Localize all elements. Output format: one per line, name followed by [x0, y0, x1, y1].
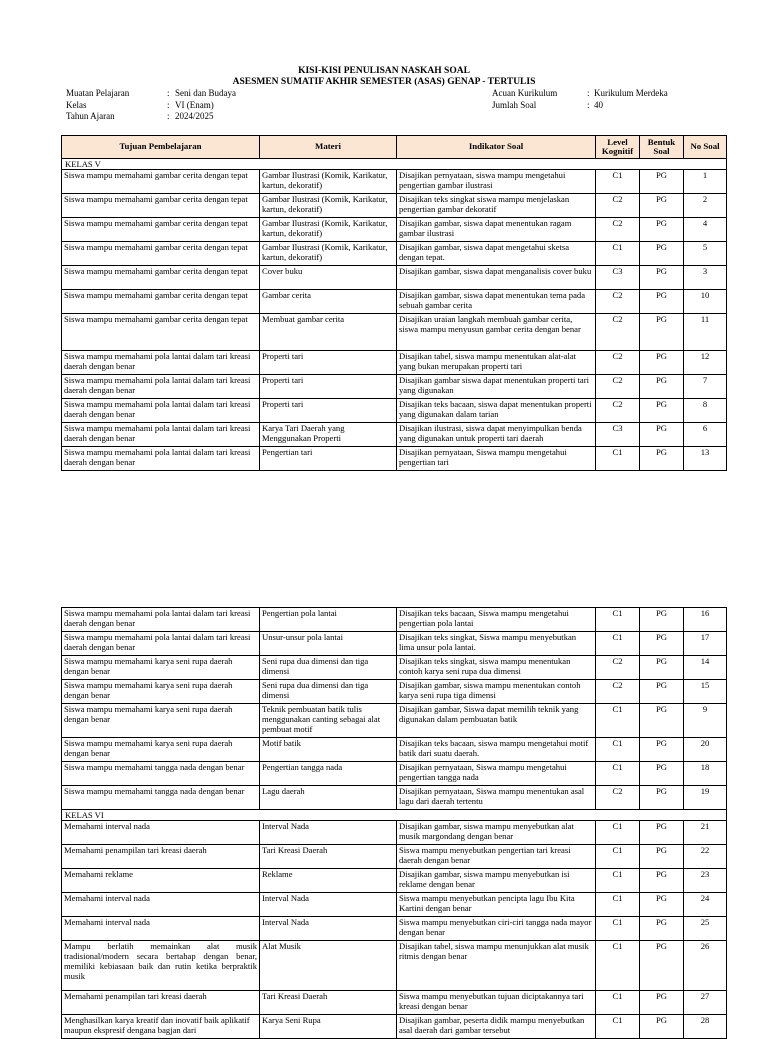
- no-soal-cell: 8: [684, 399, 727, 423]
- level-cell: C1: [596, 762, 640, 786]
- meta-colon: :: [167, 99, 170, 110]
- no-soal-cell: 16: [684, 608, 727, 632]
- level-cell: C1: [596, 738, 640, 762]
- bentuk-cell: PG: [640, 351, 684, 375]
- table-row: [62, 423, 727, 447]
- materi-cell: Properti tari: [260, 399, 397, 423]
- level-cell: C1: [596, 941, 640, 991]
- indikator-cell: Disajikan tabel, siswa mampu menentukan alat-alat yang bukan merupakan properti tari: [397, 351, 596, 375]
- meta-colon: :: [587, 88, 590, 98]
- bentuk-cell: PG: [640, 786, 684, 810]
- bentuk-cell: PG: [640, 680, 684, 704]
- bentuk-cell: PG: [640, 845, 684, 869]
- materi-cell: Teknik pembuatan batik tulis menggunakan canting sebagai alat pembuat motif: [260, 704, 397, 738]
- tujuan-cell: Siswa mampu memahami gambar cerita dengan tepat: [62, 290, 260, 314]
- bentuk-cell: PG: [640, 447, 684, 471]
- indikator-cell: Siswa mampu menyebutkan tujuan diciptakannya tari kreasi dengan benar: [397, 991, 596, 1015]
- table-row: [62, 375, 727, 399]
- no-soal-cell: 13: [684, 447, 727, 471]
- meta-label: Tahun Ajaran: [66, 111, 115, 121]
- no-soal-cell: 19: [684, 786, 727, 810]
- materi-cell: Tari Kreasi Daerah: [260, 845, 397, 869]
- header-materi: Materi: [260, 136, 397, 159]
- level-cell: C2: [596, 399, 640, 423]
- indikator-cell: Disajikan ilustrasi, siswa dapat menyimpulkan benda yang digunakan untuk properti tari daerah: [397, 423, 596, 447]
- level-cell: C2: [596, 194, 640, 218]
- bentuk-cell: PG: [640, 290, 684, 314]
- indikator-cell: Disajikan tabel, siswa mampu menunjukkan alat musik ritmis dengan benar: [397, 941, 596, 991]
- indikator-cell: Disajikan gambar, siswa dapat menentukan ragam gambar ilustrasi: [397, 218, 596, 242]
- table-row: [62, 447, 727, 471]
- no-soal-cell: 24: [684, 893, 727, 917]
- tujuan-cell: Siswa mampu memahami pola lantai dalam tari kreasi daerah dengan benar: [62, 375, 260, 399]
- tujuan-cell: Siswa mampu memahami karya seni rupa daerah dengan benar: [62, 738, 260, 762]
- tujuan-cell: Siswa mampu memahami karya seni rupa daerah dengan benar: [62, 656, 260, 680]
- table-row: [62, 170, 727, 194]
- level-cell: C1: [596, 170, 640, 194]
- indikator-cell: Disajikan gambar, siswa mampu menentukan contoh karya seni rupa tiga dimensi: [397, 680, 596, 704]
- bentuk-cell: PG: [640, 423, 684, 447]
- no-soal-cell: 20: [684, 738, 727, 762]
- tujuan-cell: Siswa mampu memahami gambar cerita dengan tepat: [62, 218, 260, 242]
- tujuan-cell: Memahami penampilan tari kreasi daerah: [62, 845, 260, 869]
- table-row: [62, 1015, 727, 1039]
- materi-cell: Karya Tari Daerah yang Menggunakan Properti: [260, 423, 397, 447]
- indikator-cell: Disajikan gambar, Siswa dapat memilih teknik yang digunakan dalam pembuatan batik: [397, 704, 596, 738]
- indikator-cell: Disajikan pernyataan, siswa mampu mengetahui pengertian gambar ilustrasi: [397, 170, 596, 194]
- bentuk-cell: PG: [640, 608, 684, 632]
- no-soal-cell: 23: [684, 869, 727, 893]
- bentuk-cell: PG: [640, 738, 684, 762]
- tujuan-cell: Memahami interval nada: [62, 917, 260, 941]
- tujuan-cell: Memahami reklame: [62, 869, 260, 893]
- tujuan-cell: Siswa mampu memahami pola lantai dalam tari kreasi daerah dengan benar: [62, 423, 260, 447]
- table-row: [62, 656, 727, 680]
- indikator-cell: Siswa mampu menyebutkan ciri-ciri tangga nada mayor dengan benar: [397, 917, 596, 941]
- level-cell: C1: [596, 632, 640, 656]
- kisi-table-part1: [61, 135, 727, 471]
- materi-cell: Cover buku: [260, 266, 397, 290]
- table-row: [62, 608, 727, 632]
- no-soal-cell: 1: [684, 170, 727, 194]
- bentuk-cell: PG: [640, 656, 684, 680]
- table-row: [62, 290, 727, 314]
- level-cell: C1: [596, 869, 640, 893]
- tujuan-cell: Siswa mampu memahami gambar cerita dengan tepat: [62, 242, 260, 266]
- header-tujuan: Tujuan Pembelajaran: [62, 136, 260, 159]
- table-row: [62, 266, 727, 290]
- table-row: [62, 893, 727, 917]
- level-cell: C1: [596, 821, 640, 845]
- materi-cell: Gambar Ilustrasi (Komik, Karikatur, kartun, dekoratif): [260, 194, 397, 218]
- indikator-cell: Disajikan pernyataan, Siswa mampu mengetahui pengertian tari: [397, 447, 596, 471]
- indikator-cell: Disajikan teks singkat, siswa mampu menentukan contoh karya seni rupa dua dimensi: [397, 656, 596, 680]
- header-level: Level Kognitif: [596, 136, 640, 159]
- level-cell: C2: [596, 375, 640, 399]
- indikator-cell: Disajikan pernyataan, Siswa mampu menentukan asal lagu dari daerah tertentu: [397, 786, 596, 810]
- table-row: [62, 869, 727, 893]
- level-cell: C2: [596, 290, 640, 314]
- indikator-cell: Siswa mampu menyebutkan pencipta lagu Ibu Kita Kartini dengan benar: [397, 893, 596, 917]
- title-line-1: KISI-KISI PENULISAN NASKAH SOAL: [298, 66, 470, 76]
- meta-value: 2024/2025: [175, 111, 214, 121]
- table-row: [62, 991, 727, 1015]
- bentuk-cell: PG: [640, 762, 684, 786]
- header-no: No Soal: [684, 136, 727, 159]
- materi-cell: Unsur-unsur pola lantai: [260, 632, 397, 656]
- indikator-cell: Disajikan gambar siswa dapat menentukan properti tari yang digunakan: [397, 375, 596, 399]
- bentuk-cell: PG: [640, 170, 684, 194]
- level-cell: C1: [596, 242, 640, 266]
- materi-cell: Tari Kreasi Daerah: [260, 991, 397, 1015]
- tujuan-cell: Siswa mampu memahami pola lantai dalam tari kreasi daerah dengan benar: [62, 351, 260, 375]
- no-soal-cell: 26: [684, 941, 727, 991]
- indikator-cell: Disajikan gambar, siswa dapat menentukan tema pada sebuah gambar cerita: [397, 290, 596, 314]
- level-cell: C1: [596, 447, 640, 471]
- meta-colon: :: [167, 111, 170, 121]
- no-soal-cell: 6: [684, 423, 727, 447]
- materi-cell: Properti tari: [260, 351, 397, 375]
- tujuan-cell: Siswa mampu memahami pola lantai dalam tari kreasi daerah dengan benar: [62, 399, 260, 423]
- materi-cell: Reklame: [260, 869, 397, 893]
- tujuan-cell: Siswa mampu memahami tangga nada dengan benar: [62, 786, 260, 810]
- materi-cell: Gambar Ilustrasi (Komik, Karikatur, kartun, dekoratif): [260, 170, 397, 194]
- no-soal-cell: 3: [684, 266, 727, 290]
- indikator-cell: Disajikan gambar, siswa dapat menganalisis cover buku: [397, 266, 596, 290]
- no-soal-cell: 22: [684, 845, 727, 869]
- level-cell: C2: [596, 314, 640, 351]
- table-row: [62, 704, 727, 738]
- table-row: [62, 194, 727, 218]
- no-soal-cell: 9: [684, 704, 727, 738]
- table-row: [62, 762, 727, 786]
- tujuan-cell: Siswa mampu memahami pola lantai dalam tari kreasi daerah dengan benar: [62, 608, 260, 632]
- level-cell: C2: [596, 656, 640, 680]
- indikator-cell: Disajikan gambar, peserta didik mampu menyebutkan asal daerah dari gambar tersebut: [397, 1015, 596, 1039]
- bentuk-cell: PG: [640, 917, 684, 941]
- table-row: [62, 941, 727, 991]
- materi-cell: Pengertian pola lantai: [260, 608, 397, 632]
- bentuk-cell: PG: [640, 632, 684, 656]
- materi-cell: Gambar Ilustrasi (Komik, Karikatur, kartun, dekoratif): [260, 242, 397, 266]
- meta-value: VI (Enam): [175, 99, 214, 110]
- tujuan-cell: Siswa mampu memahami gambar cerita dengan tepat: [62, 266, 260, 290]
- tujuan-cell: Siswa mampu memahami tangga nada dengan benar: [62, 762, 260, 786]
- level-cell: C1: [596, 608, 640, 632]
- no-soal-cell: 7: [684, 375, 727, 399]
- tujuan-cell: Siswa mampu memahami karya seni rupa daerah dengan benar: [62, 680, 260, 704]
- indikator-cell: Disajikan uraian langkah membuah gambar cerita, siswa mampu menyusun gambar cerita dengan benar: [397, 314, 596, 351]
- no-soal-cell: 14: [684, 656, 727, 680]
- bentuk-cell: PG: [640, 941, 684, 991]
- tujuan-cell: Siswa mampu memahami gambar cerita dengan tepat: [62, 194, 260, 218]
- table-header-row: [62, 136, 727, 159]
- meta-label: Muatan Pelajaran: [66, 88, 130, 98]
- indikator-cell: Disajikan gambar, siswa dapat mengetahui sketsa dengan tepat.: [397, 242, 596, 266]
- table-row: [62, 399, 727, 423]
- level-cell: C2: [596, 786, 640, 810]
- kelas-label: KELAS VI: [62, 810, 727, 821]
- meta-label: Kelas: [66, 99, 87, 110]
- no-soal-cell: 27: [684, 991, 727, 1015]
- meta-value: 40: [594, 99, 603, 110]
- level-cell: C3: [596, 423, 640, 447]
- materi-cell: Karya Seni Rupa: [260, 1015, 397, 1039]
- level-cell: C1: [596, 893, 640, 917]
- tujuan-cell: Mampu berlatih memainkan alat musik tradisional/modern secara bertahap dengan benar, memiliki kebiasaan baik dan rutin ketika berpraktik musik: [62, 941, 260, 991]
- materi-cell: Seni rupa dua dimensi dan tiga dimensi: [260, 656, 397, 680]
- tujuan-cell: Siswa mampu memahami gambar cerita dengan tepat: [62, 170, 260, 194]
- materi-cell: Seni rupa dua dimensi dan tiga dimensi: [260, 680, 397, 704]
- materi-cell: Interval Nada: [260, 893, 397, 917]
- materi-cell: Lagu daerah: [260, 786, 397, 810]
- table-row: [62, 242, 727, 266]
- no-soal-cell: 12: [684, 351, 727, 375]
- materi-cell: Pengertian tari: [260, 447, 397, 471]
- table-row: [62, 680, 727, 704]
- bentuk-cell: PG: [640, 704, 684, 738]
- no-soal-cell: 10: [684, 290, 727, 314]
- bentuk-cell: PG: [640, 194, 684, 218]
- header-bentuk: Bentuk Soal: [640, 136, 684, 159]
- tujuan-cell: Siswa mampu memahami pola lantai dalam tari kreasi daerah dengan benar: [62, 447, 260, 471]
- bentuk-cell: PG: [640, 266, 684, 290]
- meta-colon: :: [587, 99, 590, 110]
- table-row: [62, 821, 727, 845]
- header-indikator: Indikator Soal: [397, 136, 596, 159]
- tujuan-cell: Memahami interval nada: [62, 821, 260, 845]
- level-cell: C3: [596, 266, 640, 290]
- materi-cell: Alat Musik: [260, 941, 397, 991]
- no-soal-cell: 4: [684, 218, 727, 242]
- level-cell: C1: [596, 1015, 640, 1039]
- kisi-table-part2: [61, 607, 727, 1039]
- no-soal-cell: 2: [684, 194, 727, 218]
- meta-colon: :: [167, 88, 170, 98]
- bentuk-cell: PG: [640, 893, 684, 917]
- meta-value: Seni dan Budaya: [175, 88, 236, 98]
- level-cell: C2: [596, 218, 640, 242]
- no-soal-cell: 25: [684, 917, 727, 941]
- table-row: [62, 917, 727, 941]
- level-cell: C2: [596, 351, 640, 375]
- tujuan-cell: Menghasilkan karya kreatif dan inovatif baik aplikatif maupun ekspresif dengana bagjan dari: [62, 1015, 260, 1039]
- meta-label: Jumlah Soal: [492, 99, 537, 110]
- tujuan-cell: Memahami penampilan tari kreasi daerah: [62, 991, 260, 1015]
- level-cell: C1: [596, 704, 640, 738]
- no-soal-cell: 5: [684, 242, 727, 266]
- bentuk-cell: PG: [640, 1015, 684, 1039]
- materi-cell: Gambar Ilustrasi (Komik, Karikatur, kartun, dekoratif): [260, 218, 397, 242]
- no-soal-cell: 28: [684, 1015, 727, 1039]
- bentuk-cell: PG: [640, 991, 684, 1015]
- meta-value: Kurikulum Merdeka: [594, 88, 668, 98]
- materi-cell: Gambar cerita: [260, 290, 397, 314]
- bentuk-cell: PG: [640, 375, 684, 399]
- indikator-cell: Disajikan teks bacaan, siswa dapat menentukan properti yang digunakan dalam tarian: [397, 399, 596, 423]
- tujuan-cell: Siswa mampu memahami pola lantai dalam tari kreasi daerah dengan benar: [62, 632, 260, 656]
- indikator-cell: Disajikan gambar, siswa mampu menyebutkan alat musik margondang dengan benar: [397, 821, 596, 845]
- title-line-2: ASESMEN SUMATIF AKHIR SEMESTER (ASAS) GENAP - TERTULIS: [232, 77, 536, 87]
- bentuk-cell: PG: [640, 399, 684, 423]
- level-cell: C1: [596, 917, 640, 941]
- materi-cell: Pengertian tangga nada: [260, 762, 397, 786]
- level-cell: C2: [596, 680, 640, 704]
- meta-left: [66, 88, 236, 123]
- section-row: [62, 159, 727, 170]
- bentuk-cell: PG: [640, 242, 684, 266]
- table-row: [62, 632, 727, 656]
- table-row: [62, 738, 727, 762]
- materi-cell: Interval Nada: [260, 821, 397, 845]
- indikator-cell: Disajikan teks singkat, Siswa mampu menyebutkan lima unsur pola lantai.: [397, 632, 596, 656]
- tujuan-cell: Siswa mampu memahami karya seni rupa daerah dengan benar: [62, 704, 260, 738]
- bentuk-cell: PG: [640, 869, 684, 893]
- bentuk-cell: PG: [640, 314, 684, 351]
- table-row: [62, 845, 727, 869]
- table-row: [62, 786, 727, 810]
- indikator-cell: Disajikan gambar, siswa mampu menyebutkan isi reklame dengan benar: [397, 869, 596, 893]
- indikator-cell: Disajikan teks bacaan, Siswa mampu mengetahui pengertian pola lantai: [397, 608, 596, 632]
- materi-cell: Properti tari: [260, 375, 397, 399]
- no-soal-cell: 18: [684, 762, 727, 786]
- meta-label: Acuan Kurikulum: [492, 88, 558, 98]
- materi-cell: Membuat gambar cerita: [260, 314, 397, 351]
- indikator-cell: Disajikan teks bacaan, siswa mampu mengetahui motif batik dari suatu daerah.: [397, 738, 596, 762]
- no-soal-cell: 15: [684, 680, 727, 704]
- no-soal-cell: 17: [684, 632, 727, 656]
- kelas-label: KELAS V: [62, 159, 727, 170]
- bentuk-cell: PG: [640, 821, 684, 845]
- level-cell: C1: [596, 845, 640, 869]
- no-soal-cell: 11: [684, 314, 727, 351]
- no-soal-cell: 21: [684, 821, 727, 845]
- tujuan-cell: Memahami interval nada: [62, 893, 260, 917]
- section-row: [62, 810, 727, 821]
- indikator-cell: Disajikan teks singkat siswa mampu menjelaskan pengertian gambar dekoratif: [397, 194, 596, 218]
- bentuk-cell: PG: [640, 218, 684, 242]
- tujuan-cell: Siswa mampu memahami gambar cerita dengan tepat: [62, 314, 260, 351]
- table-row: [62, 314, 727, 351]
- indikator-cell: Siswa mampu menyebutkan pengertian tari kreasi daerah dengan benar: [397, 845, 596, 869]
- indikator-cell: Disajikan pernyataan, Siswa mampu mengetahui pengertian tangga nada: [397, 762, 596, 786]
- level-cell: C1: [596, 991, 640, 1015]
- meta-right: [492, 88, 668, 111]
- materi-cell: Interval Nada: [260, 917, 397, 941]
- table-row: [62, 218, 727, 242]
- table-row: [62, 351, 727, 375]
- materi-cell: Motif batik: [260, 738, 397, 762]
